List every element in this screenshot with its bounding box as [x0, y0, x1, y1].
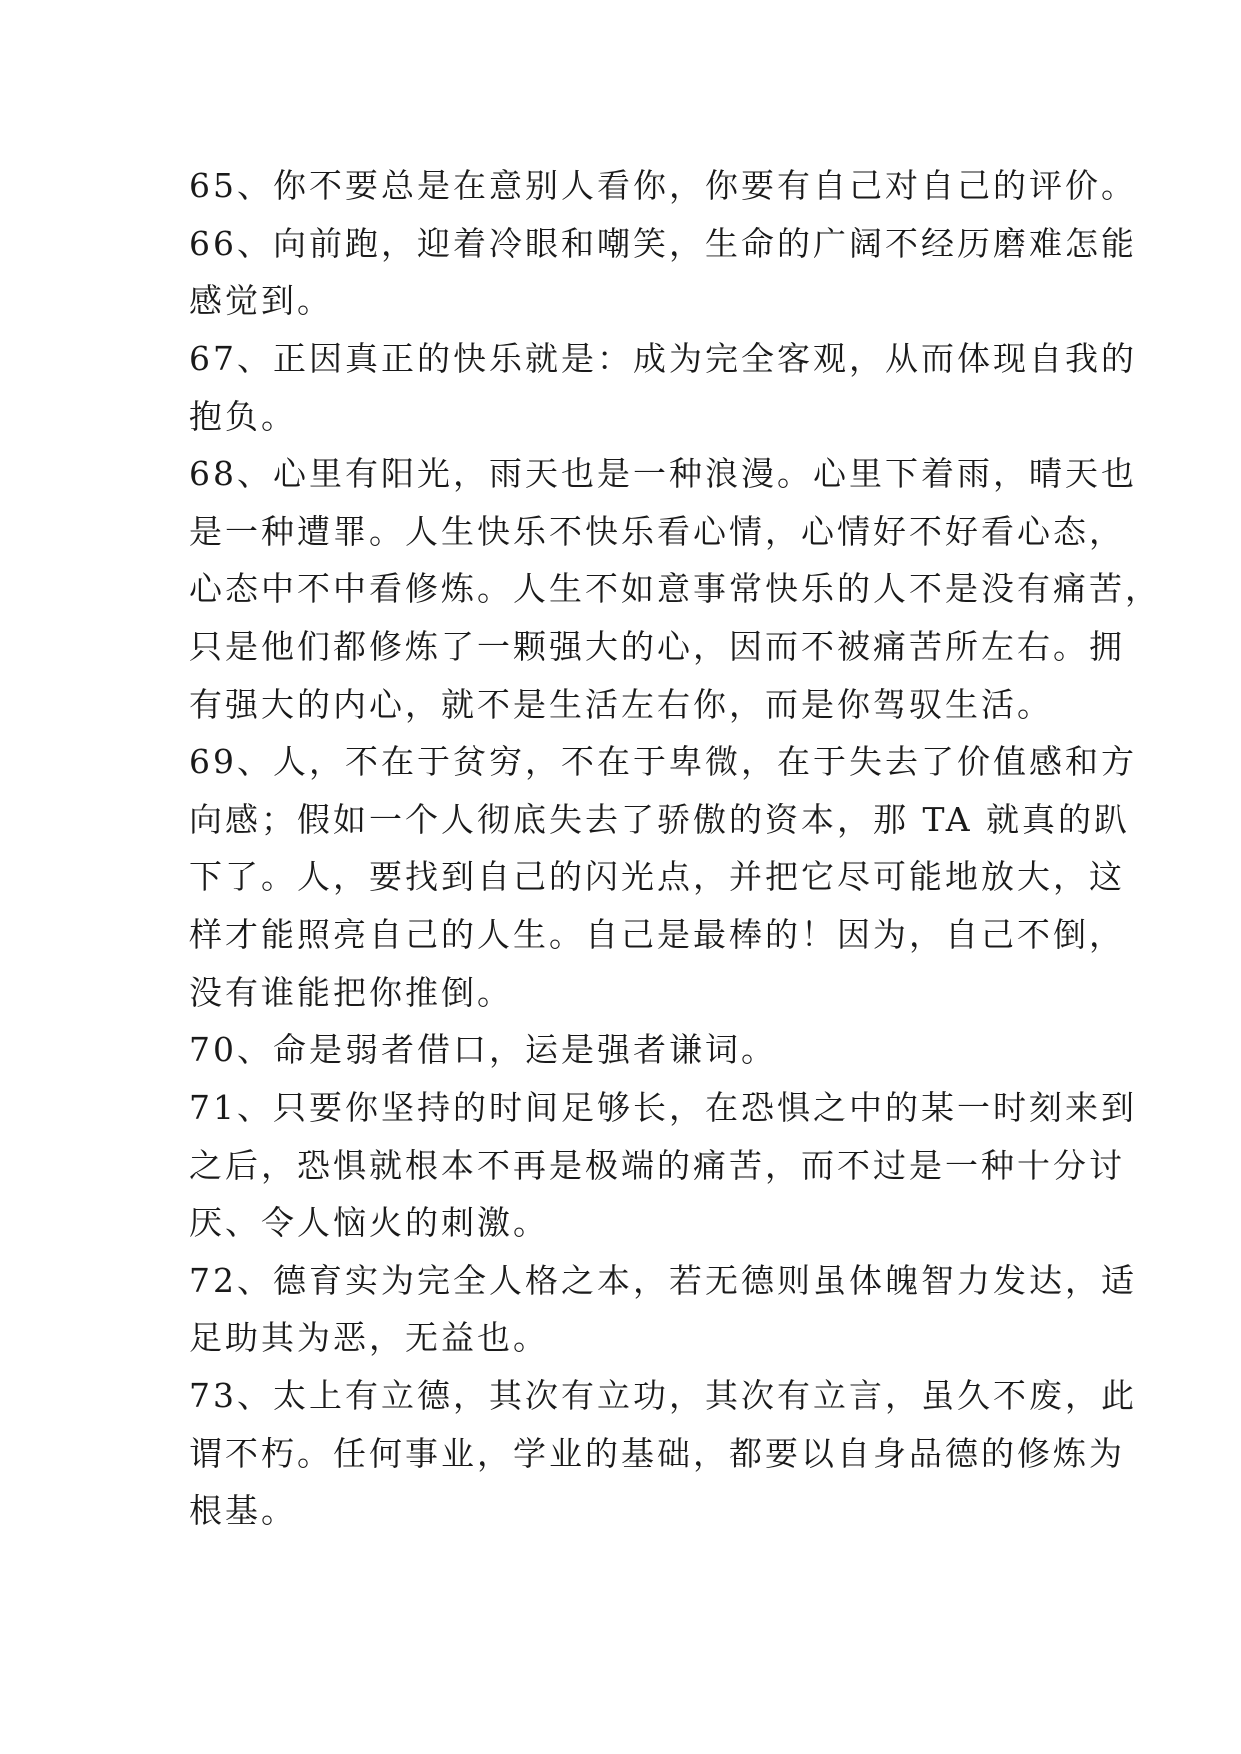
- text-line: 下了。人，要找到自己的闪光点，并把它尽可能地放大，这: [189, 857, 1125, 896]
- text-line: 感觉到。: [189, 281, 333, 320]
- text-line: 没有谁能把你推倒。: [189, 973, 513, 1012]
- text-line: 厌、令人恼火的刺激。: [189, 1203, 549, 1242]
- text-line: 心态中不中看修炼。人生不如意事常快乐的人不是没有痛苦，: [189, 569, 1161, 608]
- text-line: 是一种遭罪。人生快乐不快乐看心情，心情好不好看心态，: [189, 512, 1125, 551]
- text-line: 70、命是弱者借口，运是强者谦词。: [189, 1030, 777, 1069]
- text-line: 样才能照亮自己的人生。自己是最棒的！因为，自己不倒，: [189, 915, 1125, 954]
- text-line: 67、正因真正的快乐就是：成为完全客观，从而体现自我的: [189, 339, 1137, 378]
- text-line: 抱负。: [189, 397, 297, 436]
- text-line: 68、心里有阳光，雨天也是一种浪漫。心里下着雨，晴天也: [189, 454, 1137, 493]
- text-line: 69、人，不在于贫穷，不在于卑微，在于失去了价值感和方: [189, 742, 1137, 781]
- text-line: 71、只要你坚持的时间足够长，在恐惧之中的某一时刻来到: [189, 1088, 1137, 1127]
- text-line: 之后，恐惧就根本不再是极端的痛苦，而不过是一种十分讨: [189, 1146, 1125, 1185]
- text-line: 足助其为恶，无益也。: [189, 1318, 549, 1357]
- text-line: 有强大的内心，就不是生活左右你，而是你驾驭生活。: [189, 685, 1053, 724]
- text-line: 向感；假如一个人彻底失去了骄傲的资本，那 TA 就真的趴: [189, 800, 1131, 839]
- text-line: 65、你不要总是在意别人看你，你要有自己对自己的评价。: [189, 166, 1137, 205]
- text-line: 73、太上有立德，其次有立功，其次有立言，虽久不废，此: [189, 1376, 1137, 1415]
- text-line: 谓不朽。任何事业，学业的基础，都要以自身品德的修炼为: [189, 1434, 1125, 1473]
- text-line: 只是他们都修炼了一颗强大的心，因而不被痛苦所左右。拥: [189, 627, 1125, 666]
- text-line: 66、向前跑，迎着冷眼和嘲笑，生命的广阔不经历磨难怎能: [189, 224, 1137, 263]
- text-line: 72、德育实为完全人格之本，若无德则虽体魄智力发达，适: [189, 1261, 1137, 1300]
- text-line: 根基。: [189, 1491, 297, 1530]
